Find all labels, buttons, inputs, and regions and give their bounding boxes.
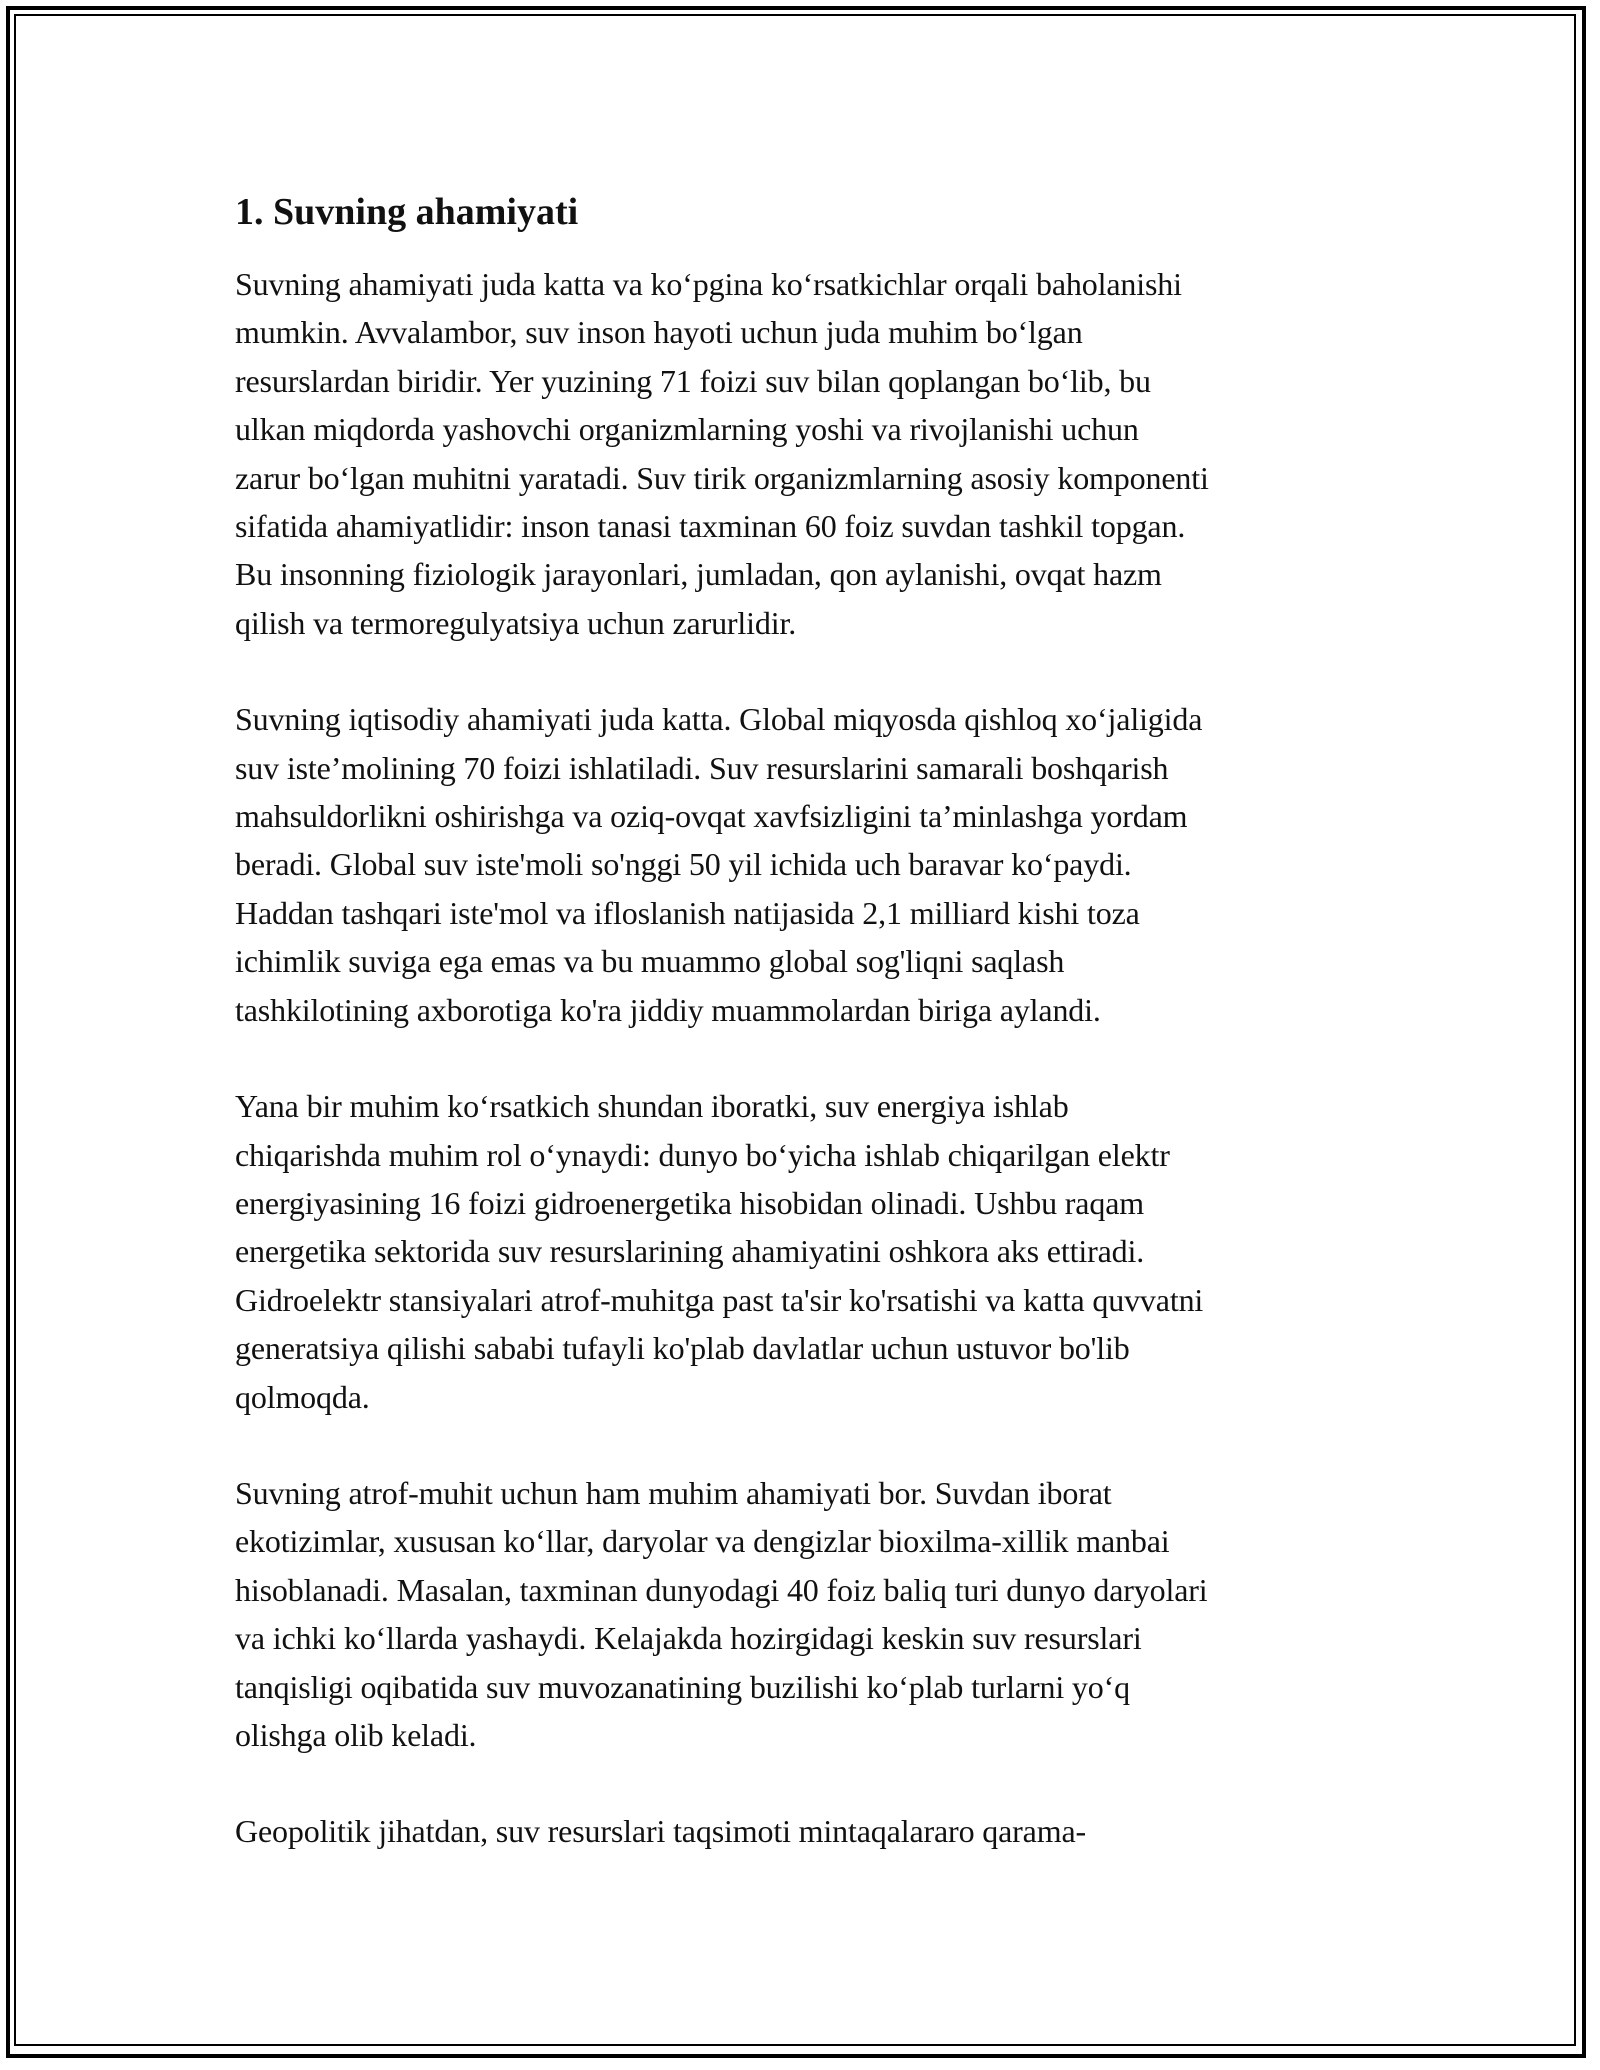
paragraph-energy-importance — [235, 1082, 1375, 1421]
text-line: generatsiya qilishi sababi tufayli ko'plab davlatlar uchun ustuvor bo'lib — [235, 1330, 1130, 1367]
text-line: tashkilotining axborotiga ko'ra jiddiy muammolardan biriga aylandi. — [235, 991, 1101, 1028]
paragraph-environmental-importance — [235, 1469, 1375, 1759]
text-line: beradi. Global suv iste'moli so'nggi 50 yil ichida uch baravar ko‘paydi. — [235, 846, 1132, 883]
text-line: energiyasining 16 foizi gidroenergetika hisobidan olinadi. Ushbu raqam — [235, 1184, 1145, 1221]
paragraph-geopolitical-importance — [235, 1807, 1375, 1855]
text-line: ekotizimlar, xususan ko‘llar, daryolar va dengizlar bioxilma-xillik manbai — [235, 1523, 1170, 1560]
text-line: zarur bo‘lgan muhitni yaratadi. Suv tirik organizmlarning asosiy komponenti — [235, 459, 1209, 496]
text-line: qolmoqda. — [235, 1378, 370, 1415]
text-line: tanqisligi oqibatida suv muvozanatining buzilishi ko‘plab turlarni yo‘q — [235, 1668, 1130, 1705]
text-line: Suvning atrof-muhit uchun ham muhim ahamiyati bor. Suvdan iborat — [235, 1474, 1112, 1511]
text-line: qilish va termoregulyatsiya uchun zarurlidir. — [235, 604, 797, 641]
text-line: Suvning ahamiyati juda katta va ko‘pgina ko‘rsatkichlar orqali baholanishi — [235, 266, 1182, 302]
document-body — [235, 186, 1375, 1904]
text-line: Suvning iqtisodiy ahamiyati juda katta. Global miqyosda qishloq xo‘jaligida — [235, 701, 1203, 738]
paragraph-water-importance — [235, 260, 1375, 647]
section-heading: 1. Suvning ahamiyati — [235, 191, 579, 233]
text-line: ulkan miqdorda yashovchi organizmlarning yoshi va rivojlanishi uchun — [235, 411, 1139, 448]
text-line: resurslardan biridir. Yer yuzining 71 foizi suv bilan qoplangan bo‘lib, bu — [235, 362, 1151, 399]
text-line: chiqarishda muhim rol o‘ynaydi: dunyo bo‘yicha ishlab chiqarilgan elektr — [235, 1136, 1170, 1173]
text-line: sifatida ahamiyatlidir: inson tanasi taxminan 60 foiz suvdan tashkil topgan. — [235, 508, 1186, 545]
text-line: va ichki ko‘llarda yashaydi. Kelajakda hozirgidagi keskin suv resurslari — [235, 1620, 1142, 1657]
text-line: Gidroelektr stansiyalari atrof-muhitga past ta'sir ko'rsatishi va katta quvvatni — [235, 1281, 1204, 1318]
text-line: suv iste’molining 70 foizi ishlatiladi. Suv resurslarini samarali boshqarish — [235, 749, 1169, 786]
text-line: mumkin. Avvalambor, suv inson hayoti uchun juda muhim bo‘lgan — [235, 314, 1083, 351]
text-line: Haddan tashqari iste'mol va ifloslanish natijasida 2,1 milliard kishi toza — [235, 894, 1140, 931]
text-line: energetika sektorida suv resurslarining ahamiyatini oshkora aks ettiradi. — [235, 1233, 1145, 1270]
text-line: Geopolitik jihatdan, suv resurslari taqsimoti mintaqalararo qarama- — [235, 1813, 1087, 1850]
text-line: Bu insonning fiziologik jarayonlari, jumladan, qon aylanishi, ovqat hazm — [235, 556, 1162, 593]
text-line: hisoblanadi. Masalan, taxminan dunyodagi 40 foiz baliq turi dunyo daryolari — [235, 1571, 1208, 1608]
text-line: mahsuldorlikni oshirishga va oziq-ovqat xavfsizligini ta’minlashga yordam — [235, 798, 1188, 835]
paragraph-economic-importance — [235, 695, 1375, 1034]
text-line: Yana bir muhim ko‘rsatkich shundan iboratki, suv energiya ishlab — [235, 1088, 1069, 1125]
text-line: ichimlik suviga ega emas va bu muammo global sog'liqni saqlash — [235, 943, 1065, 980]
text-line: olishga olib keladi. — [235, 1716, 477, 1753]
